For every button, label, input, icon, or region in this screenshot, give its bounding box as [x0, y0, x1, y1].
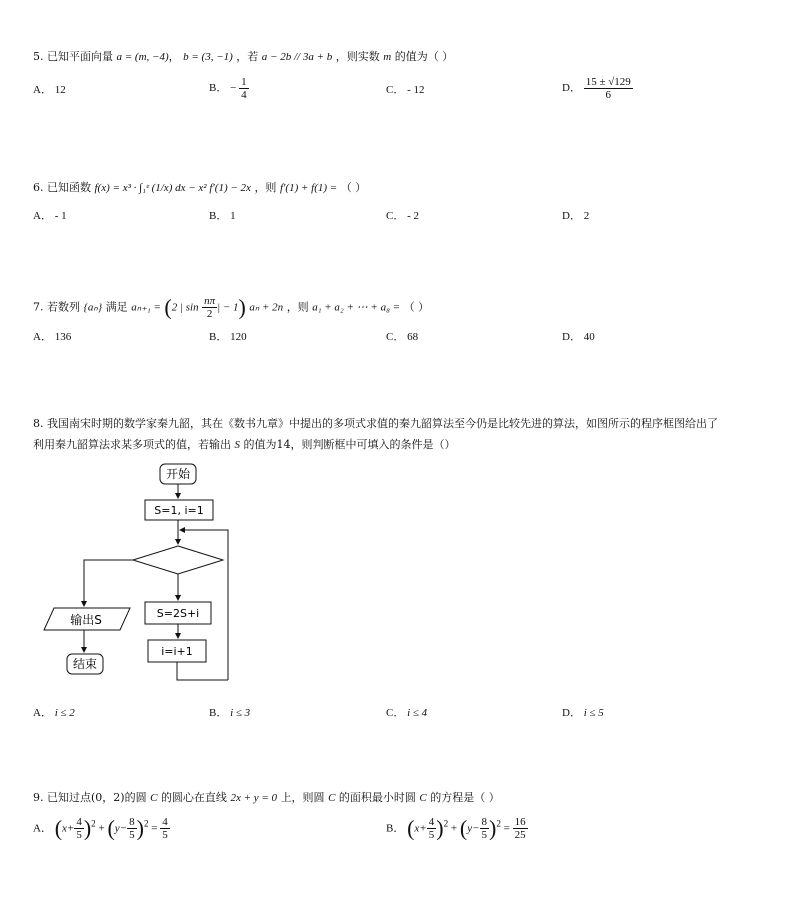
stem-text: 满足 [105, 300, 128, 314]
option-letter: A． [33, 210, 52, 222]
r-fraction: $\frac{4}{5}$ [162, 816, 168, 841]
option-b[interactable] [209, 706, 250, 720]
option-a[interactable] [33, 83, 66, 97]
question-number: 8. [33, 417, 44, 430]
question-7-stem [33, 295, 429, 320]
option-letter: C． [386, 707, 405, 719]
asked-expression: f′(1) + f(1) = [279, 182, 338, 194]
option-c[interactable] [386, 330, 418, 344]
stem-text: ，则实数 [335, 50, 380, 63]
x-fraction: $\frac{4}{5}$ [76, 816, 82, 841]
option-d[interactable] [562, 330, 595, 344]
stem-text: 的圆心在直线 [160, 791, 227, 804]
vector-a-expression: a = (m, −4) [116, 51, 169, 63]
option-a[interactable] [33, 209, 67, 223]
option-value: i ≤ 4 [407, 707, 428, 719]
stem-text: 利用秦九韶算法求某多项式的值，若输出 [33, 438, 231, 451]
recurrence-end: aₙ + 2n [249, 301, 284, 314]
option-letter: D． [562, 331, 581, 343]
option-c[interactable] [386, 209, 419, 223]
fraction-numerator: 15 ± √129 [585, 76, 631, 88]
option-value: 1 [230, 210, 236, 222]
option-letter: D． [562, 82, 581, 95]
paren-close: ) [238, 294, 246, 320]
option-c[interactable] [386, 83, 425, 97]
update-s-label: S=2S+i [156, 607, 200, 620]
question-number: 6. [33, 181, 44, 194]
option-letter: D． [562, 707, 581, 719]
option-letter: D． [562, 210, 581, 222]
sum-expression: a₁ + a₂ + ⋯ + a₈ = [312, 301, 401, 314]
question-5-stem: 5. 已知平面向量 a = (m, −4)， b = (3, −1) ，若 a − 2b // 3a + b ，则实数 m 的值为（ ） [33, 50, 454, 63]
r-fraction: $\frac{16}{25}$ [514, 816, 526, 841]
output-label: 输出S [70, 613, 102, 627]
circle-name: C [419, 792, 427, 804]
option-letter: A． [33, 84, 52, 96]
sequence-name: {aₙ} [83, 301, 103, 314]
stem-text: （ ） [403, 300, 430, 314]
fraction-numerator: 1 [241, 76, 247, 88]
option-value: 68 [407, 331, 419, 343]
option-letter: C． [386, 331, 405, 343]
option-letter: A． [33, 707, 52, 719]
question-6-stem [33, 181, 366, 195]
stem-text: ，则 [286, 300, 309, 314]
recurrence-mid: 2 | sin [171, 301, 199, 314]
question-8-stem-line1 [33, 417, 718, 431]
vector-b-expression: b = (3, −1) [183, 51, 233, 63]
option-value: i ≤ 3 [230, 707, 251, 719]
option-letter: A． [33, 822, 52, 835]
condition-expression: a − 2b // 3a + b [261, 51, 333, 63]
option-d[interactable] [562, 209, 589, 223]
option-value: - 12 [407, 84, 425, 96]
circle-name: C [328, 792, 336, 804]
update-i-label: i=i+1 [161, 645, 193, 658]
x-fraction: $\frac{4}{5}$ [428, 816, 435, 841]
option-letter: B． [386, 822, 405, 835]
stem-text: 已知平面向量 [47, 50, 113, 63]
option-letter: C． [386, 84, 405, 96]
stem-text: 若数列 [47, 300, 80, 314]
option-fraction [584, 76, 633, 101]
decision-diamond [133, 546, 223, 574]
option-d[interactable] [562, 706, 604, 720]
option-value: i ≤ 5 [583, 707, 604, 719]
stem-text: 的方程是（ ） [430, 791, 500, 804]
option-value: 120 [230, 331, 247, 343]
stem-text: 已知函数 [47, 181, 91, 194]
flowchart [40, 458, 250, 688]
option-sign: − [230, 82, 237, 95]
start-label: 开始 [165, 467, 191, 481]
option-fraction [239, 76, 249, 101]
circle-name: C [150, 792, 158, 804]
stem-text: 的面积最小时圆 [338, 791, 416, 804]
stem-text: ，则 [254, 181, 277, 194]
stem-text: 的值为14，则判断框中可填入的条件是（） [243, 438, 456, 451]
init-label: S=1, i=1 [154, 504, 204, 517]
option-b[interactable] [209, 330, 247, 344]
question-number: 9. [33, 791, 44, 804]
option-value: 12 [54, 84, 66, 96]
question-8-stem-line2 [33, 438, 456, 452]
variable-s: S [234, 439, 240, 451]
option-d[interactable] [562, 76, 633, 101]
stem-text: 上，则圆 [280, 791, 325, 804]
option-b[interactable] [209, 76, 249, 101]
paren-open: ( [164, 294, 172, 320]
fraction-numerator: nπ [204, 295, 216, 307]
stem-text: 我国南宋时期的数学家秦九韶，其在《数书九章》中提出的多项式求值的秦九韶算法至今仍是比较先进的算法，如图所示的程序框图给出了 [47, 417, 718, 430]
fraction-denominator: 6 [605, 89, 611, 101]
stem-text: 已知过点(0，2)的圆 [47, 791, 147, 804]
option-letter: B． [209, 707, 228, 719]
option-value: 2 [583, 210, 590, 222]
option-letter: C． [386, 210, 405, 222]
end-label: 结束 [72, 657, 98, 671]
stem-text: （ ） [340, 181, 367, 194]
function-expression: f(x) = x³ · ∫₁ᵉ (1/x) dx − x² f′(1) − 2x [94, 182, 251, 194]
option-letter: B． [209, 331, 228, 343]
line-equation: 2x + y = 0 [230, 792, 278, 804]
option-b[interactable]: B． (x+ $\frac{4}{5}$ )$^2$ + (y− $\frac{8}{5}$ )$^2$ = $\frac{16}{25}$ [386, 815, 526, 841]
recurrence-tail: | − 1 [217, 301, 239, 314]
variable-m: m [383, 51, 392, 63]
option-value: - 1 [54, 210, 67, 222]
option-a[interactable] [33, 330, 71, 344]
stem-text: 的值为（ ） [394, 50, 454, 63]
y-fraction: $\frac{8}{5}$ [129, 816, 135, 841]
option-value: i ≤ 2 [54, 707, 75, 719]
option-value: - 2 [407, 210, 420, 222]
option-b[interactable] [209, 209, 236, 223]
question-number: 7. [33, 300, 44, 314]
stem-text: ，若 [236, 50, 259, 63]
recurrence-left: aₙ₊₁ = [131, 301, 161, 314]
question-number: 5. [33, 50, 44, 63]
option-a[interactable]: A． (x+ $\frac{4}{5}$ )$^2$ + (y− $\frac{8}{5}$ )$^2$ = $\frac{4}{5}$ [33, 815, 168, 841]
fraction-denominator: 2 [206, 308, 213, 320]
option-value: 136 [54, 331, 72, 343]
option-letter: B． [209, 82, 228, 95]
option-value: 40 [583, 331, 595, 343]
option-letter: B． [209, 210, 228, 222]
fraction-denominator: 4 [241, 89, 247, 101]
option-a[interactable] [33, 706, 75, 720]
option-c[interactable] [386, 706, 427, 720]
question-9-stem [33, 791, 500, 805]
option-letter: A． [33, 331, 52, 343]
recurrence-fraction [202, 295, 217, 320]
y-fraction: $\frac{8}{5}$ [481, 816, 487, 841]
